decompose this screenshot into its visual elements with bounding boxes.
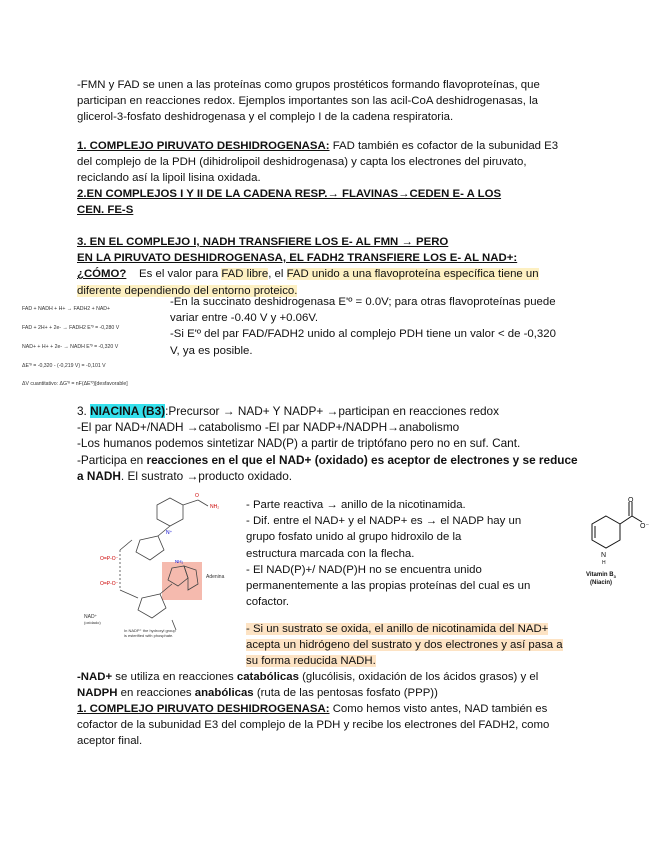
paragraph-oxidation-highlight — [246, 621, 563, 670]
svg-text:O⁻: O⁻ — [640, 523, 650, 530]
nicotinamide-ring — [157, 498, 183, 526]
paragraph-catabolic-anabolic — [77, 669, 538, 701]
text-line: cofactor. — [246, 596, 290, 609]
bold-segment: catabólicas — [236, 671, 299, 683]
highlight-line: - Si un sustrato se oxida, el anillo de nicotinamida del NAD+ — [246, 623, 549, 635]
paragraph-niacina — [77, 403, 578, 484]
ribose-bottom — [138, 594, 166, 618]
highlight-line: acepta un hidrógeno del sustrato y dos electrones y así pasa a — [246, 639, 563, 652]
text-line: reciclando así la lipoil lisina oxidada. — [77, 172, 261, 185]
text-segment: :Precursor → NAD+ Y NADP+ →participan en reacciones redox — [165, 404, 500, 418]
equation-line: ΔV cuantitativo: ΔG'º = nF(ΔE'º)[desfavorable] — [22, 381, 128, 387]
text-segment: (ruta de las pentosas fosfato (PPP)) — [253, 687, 438, 700]
nad-sublabel: (oxidado) — [84, 620, 101, 625]
equation-line: FAD + NADH + H+ → FADH2 + NAD+ — [22, 306, 111, 312]
text-segment: Como hemos visto antes, NAD también es — [329, 703, 548, 715]
text-segment: -Participa en — [77, 452, 147, 467]
section-heading: 1. COMPLEJO PIRUVATO DESHIDROGENASA: — [77, 140, 330, 152]
highlight-entorno: diferente dependiendo del entorno proteico. — [77, 284, 298, 297]
text-line: del complejo de la PDH (dihidrolipoil deshidrogenasa) y capta los electrones del piruvato, — [77, 156, 527, 169]
text-line: - El NAD(P)+/ NAD(P)H no se encuentra unido — [246, 563, 482, 576]
paragraph-complex-i — [77, 234, 539, 299]
text-line: glicerol-3-fosfato deshidrogenasa y el complejo I de la cadena respiratoria. — [77, 111, 454, 124]
equation-line: ΔE'º = -0,320 - (-0,219 V) = -0,101 V — [22, 363, 106, 369]
figure-caption: is esterified with phosphate. — [124, 633, 174, 638]
ribose-top — [136, 536, 164, 560]
svg-text:O: O — [195, 493, 199, 499]
niacin-ring — [592, 516, 620, 548]
figure-caption: In NADP⁺ the hydroxyl group — [124, 628, 176, 633]
highlight-line: su forma reducida NADH. — [246, 655, 376, 668]
bold-segment: NADPH — [77, 687, 118, 700]
text-line: cofactor de la subunidad E3 del complejo de la PDH y recibe los electrones del FADH2, como — [77, 719, 550, 732]
text-segment: se utiliza en reacciones — [112, 671, 237, 683]
heading-line: CEN. FE-S — [77, 204, 134, 217]
text-segment: FAD también es cofactor de la subunidad E3 — [329, 140, 559, 152]
text-line: participan en reacciones redox. Ejemplos importantes son las acil-CoA deshidrogenasas, la — [77, 95, 538, 108]
paragraph-pdh-nad — [77, 701, 549, 750]
nad-label: NAD⁺ — [84, 614, 98, 620]
paragraph-complexes-heading — [77, 186, 501, 218]
text-line: estructura marcada con la flecha. — [246, 547, 415, 560]
svg-text:O: O — [628, 497, 634, 504]
text-segment: en reacciones — [117, 687, 195, 700]
svg-text:N⁺: N⁺ — [166, 530, 173, 536]
text-line: -Si E'º del par FAD/FADH2 unido al complejo PDH tiene un valor < de -0,320 — [170, 328, 556, 341]
paragraph-pdh-fad — [77, 138, 558, 187]
text-segment: 3. — [77, 404, 91, 418]
bold-segment: a NADH — [77, 468, 121, 483]
text-segment: (glucólisis, oxidación de los ácidos grasos) y el — [298, 671, 539, 683]
text-line: variar entre -0.40 V y +0.06V. — [170, 312, 319, 325]
svg-text:H: H — [602, 560, 606, 566]
como-label: ¿CÓMO? — [77, 268, 127, 281]
bold-segment: anabólicas — [194, 687, 254, 700]
bold-segment: reacciones en el que el NAD+ (oxidado) es aceptor de electrones y se reduce — [146, 452, 578, 467]
text-line: -El par NAD+/NADH →catabolismo -El par NADP+/NADPH→anabolismo — [77, 420, 460, 435]
vitamin-subscript: 3 — [613, 574, 616, 579]
heading-line: 3. EN EL COMPLEJO I, NADH TRANSFIERE LOS E- AL FMN → PERO — [77, 236, 449, 248]
vitamin-b3-structure — [578, 496, 648, 591]
svg-text:O=P-O⁻: O=P-O⁻ — [100, 556, 119, 562]
svg-text:NH₂: NH₂ — [175, 559, 184, 564]
svg-text:NH₂: NH₂ — [210, 504, 220, 510]
text-line: -En la succinato deshidrogenasa E'º = 0.0V; para otras flavoproteínas puede — [170, 296, 556, 308]
nad-structure-figure — [80, 490, 250, 640]
vitamin-title: Vitamin B — [586, 572, 614, 578]
heading-line: 2.EN COMPLEJOS I Y II DE LA CADENA RESP.→ FLAVINAS→CEDEN E- A LOS — [77, 188, 502, 200]
text-line: - Dif. entre el NAD+ y el NADP+ es → el NADP hay un — [246, 515, 522, 528]
highlight-fad-unido: FAD unido a una flavoproteína específica tiene un — [286, 268, 539, 281]
vitamin-name: (Niacin) — [590, 580, 613, 586]
svg-text:N: N — [601, 552, 607, 559]
svg-text:Vitamin B3 — [586, 572, 617, 579]
text-segment: . El sustrato →producto oxidado. — [120, 468, 293, 483]
text-line: -Los humanos podemos sintetizar NAD(P) a partir de triptófano pero no en suf. Cant. — [77, 436, 521, 451]
text-line: - Parte reactiva → anillo de la nicotinamida. — [246, 499, 466, 511]
section-heading: 1. COMPLEJO PIRUVATO DESHIDROGENASA: — [77, 703, 330, 715]
paragraph-nicotinamide — [246, 497, 530, 610]
paragraph-redox-potential — [170, 294, 556, 359]
highlight-niacina: NIACINA (B3) — [90, 404, 166, 418]
text-line: grupo fosfato unido al grupo hidroxilo de la — [246, 531, 462, 544]
svg-text:O=P-O⁻: O=P-O⁻ — [100, 581, 119, 587]
adenine-highlight-box — [162, 562, 202, 600]
highlight-fad-libre: FAD libre — [221, 268, 269, 281]
bold-segment: -NAD+ — [77, 671, 113, 683]
heading-line: EN LA PIRUVATO DESHIDROGENASA, EL FADH2 TRANSFIERE LOS E- AL NAD+: — [77, 252, 518, 265]
adenine-label: Adenina — [206, 574, 225, 580]
text-segment: , el — [268, 268, 287, 281]
text-line: V, ya es posible. — [170, 344, 253, 357]
text-line: permanentemente a las propias proteínas del cual es un — [246, 580, 531, 593]
equation-line: FAD + 2H+ + 2e- → FADH2 E'º = -0,280 V — [22, 325, 120, 331]
equation-line: NAD+ + H+ + 2e- → NADH E'º = -0,320 V — [22, 344, 119, 350]
paragraph-flavoproteins — [77, 77, 540, 126]
text-line: aceptor final. — [77, 735, 143, 748]
text-segment: Es el valor para — [139, 268, 222, 281]
text-line: -FMN y FAD se unen a las proteínas como grupos prostéticos formando flavoproteínas, que — [77, 79, 540, 91]
